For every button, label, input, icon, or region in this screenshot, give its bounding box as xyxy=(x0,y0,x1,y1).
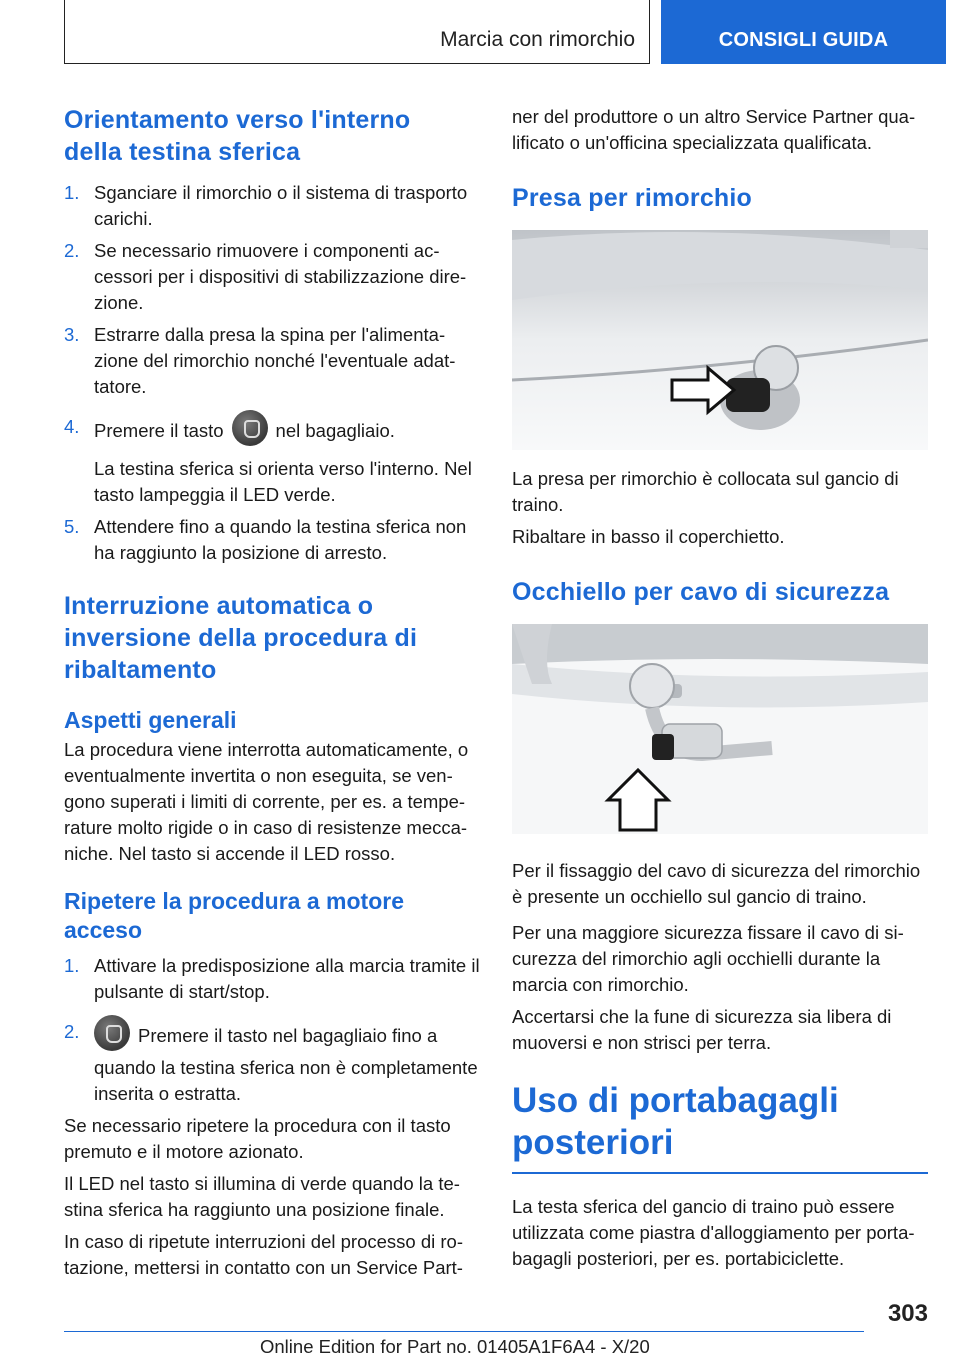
tow-hitch-button-icon xyxy=(232,410,268,446)
step-number: 2. xyxy=(64,240,80,261)
page-header xyxy=(0,0,960,66)
paragraph-eye-safety: Per una maggiore sicurezza fissare il cavo di sicurezza del rimorchio agli occhielli durante la marcia con rimorchio. xyxy=(512,922,904,995)
left-column xyxy=(64,104,480,1281)
footer-edition: Online Edition for Part no. 01405A1F6A4 - X/20 xyxy=(260,1336,650,1357)
step-text: Attendere fino a quando la testina sferica non ha raggiunto la posizione di arresto. xyxy=(94,516,467,563)
footer-rule xyxy=(64,1331,864,1332)
steps-list-2 xyxy=(64,953,480,1107)
paragraph-eye-location: Per il fissaggio del cavo di sicurezza del rimorchio è presente un occhiello sul gancio di traino. xyxy=(512,860,921,907)
paragraph-led: Il LED nel tasto si illumina di verde quando la testina sferica ha raggiunto una posizione finale. xyxy=(64,1173,460,1220)
heading-safety-eye: Occhiello per cavo di sicurezza xyxy=(512,578,890,606)
step-number: 3. xyxy=(64,324,80,345)
trailer-socket-illustration xyxy=(512,230,928,450)
list-item xyxy=(64,414,480,508)
step-number: 5. xyxy=(64,516,80,537)
header-section-title: Marcia con rimorchio xyxy=(440,28,635,51)
heading-interruption: Interruzione automatica o inversione della procedura di ribaltamento xyxy=(64,592,418,684)
step-text-post: nel bagagliaio. xyxy=(275,419,395,441)
paragraph-interruptions: In caso di ripetute interruzioni del processo di rotazione, mettersi in contatto con un Service Part- xyxy=(64,1231,463,1278)
paragraph-continued: ner del produttore o un altro Service Partner qualificato o un'officina specializzata qualificata. xyxy=(512,106,916,153)
step-number: 2. xyxy=(64,1021,80,1042)
safety-eye-illustration xyxy=(512,624,928,834)
heading-trailer-socket: Presa per rimorchio xyxy=(512,184,753,212)
step-text: Attivare la predisposizione alla marcia tramite il pulsante di start/stop. xyxy=(94,955,480,1002)
step-text: Sganciare il rimorchio o il sistema di trasporto carichi. xyxy=(94,182,468,229)
right-column xyxy=(512,104,928,1272)
step-number: 4. xyxy=(64,416,80,437)
list-item xyxy=(64,322,480,400)
heading-general: Aspetti generali xyxy=(64,707,237,733)
page-number: 303 xyxy=(887,1300,928,1327)
trailer-socket-image xyxy=(512,230,928,450)
paragraph-socket-cover: Ribaltare in basso il coperchietto. xyxy=(512,526,785,547)
heading-orientation: Orientamento verso l'interno della testina sferica xyxy=(64,106,411,166)
list-item xyxy=(64,180,480,232)
paragraph-rear-carriers: La testa sferica del gancio di traino può essere utilizzata come piastra d'alloggiamento per portabagagli posteriori, per es. portabiciclette. xyxy=(512,1195,915,1269)
safety-eye-image xyxy=(512,624,928,834)
heading-repeat: Ripetere la procedura a motore acceso xyxy=(64,888,404,943)
step-note: La testina sferica si orienta verso l'interno. Nel tasto lampeggia il LED verde. xyxy=(94,458,472,505)
step-number: 1. xyxy=(64,955,80,976)
header-chapter-tab[interactable]: CONSIGLI GUIDA xyxy=(661,0,946,64)
list-item xyxy=(64,1019,480,1107)
paragraph-general: La procedura viene interrotta automaticamente, o eventualmente invertita o non eseguita, se vengono superati i limiti di corrente, per es. a temperature molto rigide o in caso di resistenze meccaniche. Nel tasto si accende il LED rosso. xyxy=(64,739,469,864)
list-item xyxy=(64,238,480,316)
step-text: Premere il tasto nel bagagliaio fino a quando la testina sferica non è completamente inserita o estratta. xyxy=(94,1024,478,1104)
tow-hitch-button-icon xyxy=(94,1015,130,1051)
header-section-box xyxy=(64,0,650,64)
paragraph-eye-check: Accertarsi che la fune di sicurezza sia libera di muoversi e non strisci per terra. xyxy=(512,1006,892,1053)
list-item xyxy=(64,514,480,566)
step-text-pre: Premere il tasto xyxy=(94,419,224,441)
heading-rear-carriers: Uso di portabagagli posteriori xyxy=(512,1081,839,1162)
paragraph-socket-location: La presa per rimorchio è collocata sul gancio di traino. xyxy=(512,468,899,515)
section-rule xyxy=(512,1172,928,1174)
step-text: Se necessario rimuovere i componenti accessori per i dispositivi di stabilizzazione direzione. xyxy=(94,240,467,313)
steps-list-1 xyxy=(64,180,480,566)
step-text: Estrarre dalla presa la spina per l'alimentazione del rimorchio nonché l'eventuale adattatore. xyxy=(94,324,456,397)
step-number: 1. xyxy=(64,182,80,203)
list-item xyxy=(64,953,480,1005)
paragraph-repeat: Se necessario ripetere la procedura con il tasto premuto e il motore azionato. xyxy=(64,1115,451,1162)
